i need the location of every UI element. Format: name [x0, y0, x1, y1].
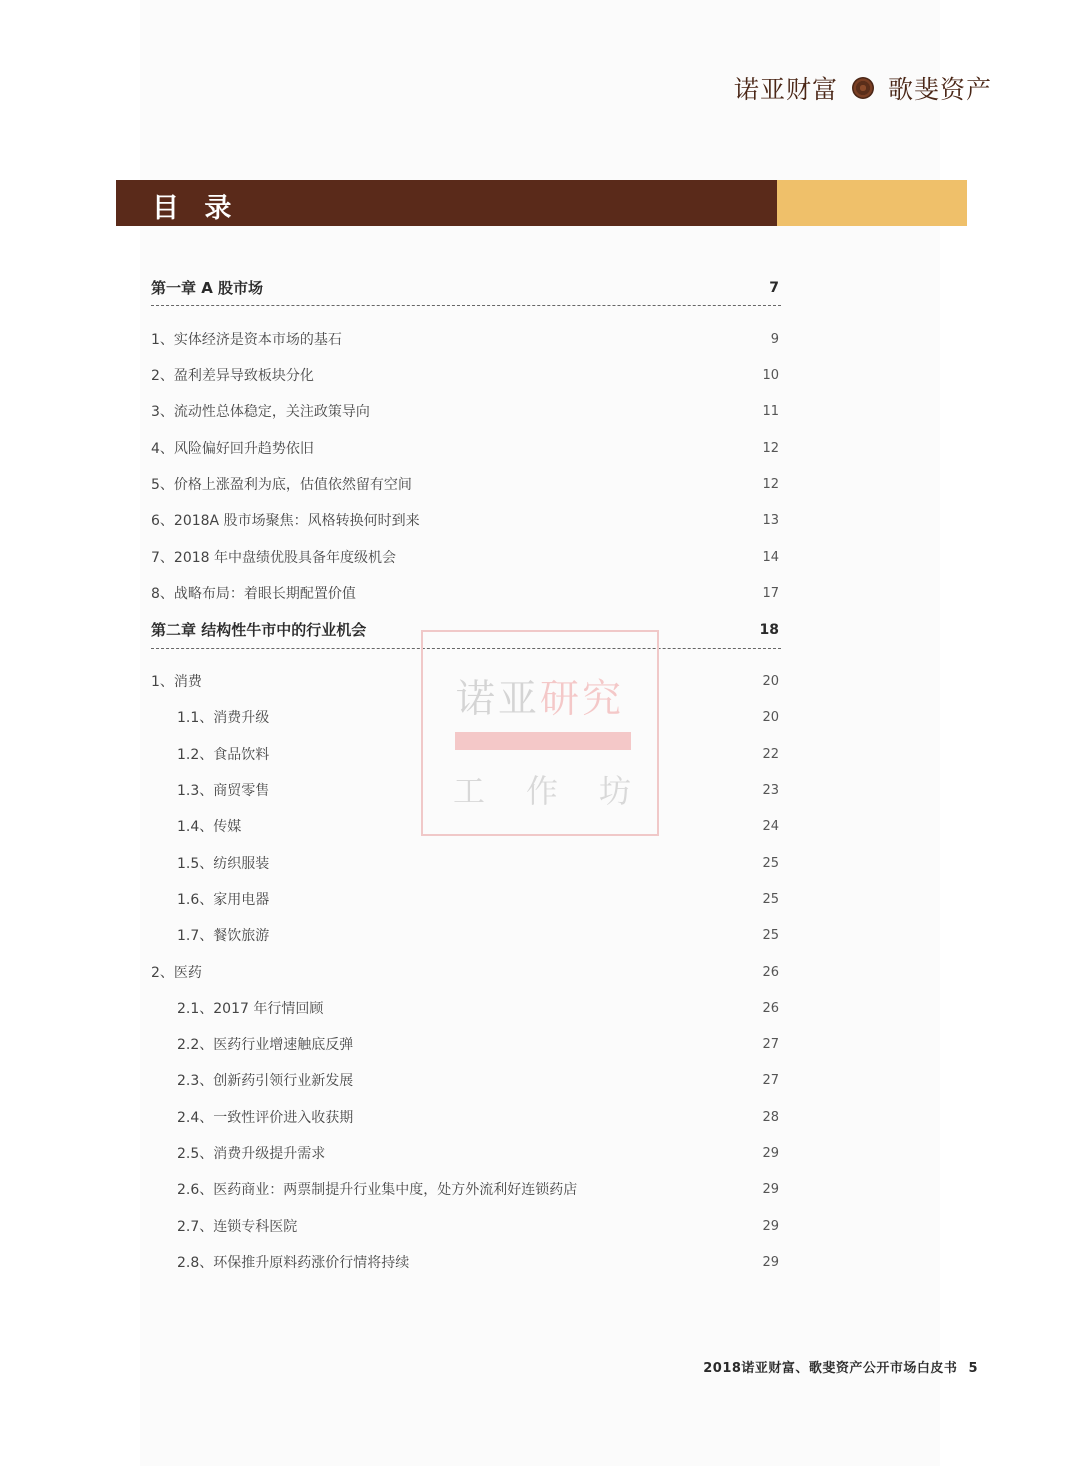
toc-item[interactable] — [151, 474, 779, 494]
watermark-research: 研究 — [540, 677, 625, 722]
toc-page-number: 25 — [762, 891, 779, 907]
toc-page-number: 7 — [769, 279, 779, 296]
toc-page-number: 13 — [762, 512, 779, 528]
toc-subitem[interactable] — [177, 998, 779, 1018]
toc-chapter-label: 第二章 结构性牛市中的行业机会 — [151, 621, 367, 639]
toc-item[interactable] — [151, 547, 779, 567]
toc-item[interactable] — [151, 438, 779, 458]
toc-page-number: 27 — [762, 1036, 779, 1052]
toc-page-number: 10 — [762, 367, 779, 383]
toc-page-number: 25 — [762, 855, 779, 871]
watermark-char: 工 — [453, 772, 486, 810]
watermark-bar — [455, 732, 631, 750]
toc-item-label: 2.2、医药行业增速触底反弹 — [177, 1037, 354, 1053]
toc-page-number: 23 — [762, 782, 779, 798]
toc-item-label: 8、战略布局：着眼长期配置价值 — [151, 586, 356, 602]
toc-title: 目 录 — [152, 193, 240, 224]
toc-item-label: 4、风险偏好回升趋势依旧 — [151, 441, 314, 457]
toc-subitem[interactable] — [177, 1216, 779, 1236]
brand-header — [734, 70, 992, 106]
toc-page-number: 14 — [762, 549, 779, 565]
toc-item-label: 1.4、传媒 — [177, 819, 242, 835]
toc-item-label: 1.2、食品饮料 — [177, 747, 270, 763]
toc-item-label: 2.4、一致性评价进入收获期 — [177, 1110, 354, 1126]
toc-item-label: 5、价格上涨盈利为底，估值依然留有空间 — [151, 477, 412, 493]
toc-page-number: 20 — [762, 673, 779, 689]
toc-item-label: 2.6、医药商业：两票制提升行业集中度，处方外流利好连锁药店 — [177, 1182, 578, 1198]
watermark-char: 坊 — [598, 772, 631, 810]
watermark-char: 作 — [525, 772, 558, 810]
banner-accent — [777, 180, 967, 226]
toc-page-number: 12 — [762, 476, 779, 492]
footer-title: 2018诺亚财富、歌斐资产公开市场白皮书 — [703, 1361, 958, 1376]
toc-item[interactable] — [151, 365, 779, 385]
toc-item-label: 3、流动性总体稳定，关注政策导向 — [151, 404, 370, 420]
toc-subitem[interactable] — [177, 1034, 779, 1054]
toc-item[interactable] — [151, 329, 779, 349]
toc-page-number: 27 — [762, 1072, 779, 1088]
toc-page-number: 26 — [762, 964, 779, 980]
toc-item-label: 1.5、纺织服装 — [177, 856, 270, 872]
toc-item-label: 1.1、消费升级 — [177, 710, 270, 726]
toc-page-number: 18 — [759, 621, 779, 638]
round-seal-icon — [852, 77, 874, 99]
toc-page-number: 12 — [762, 440, 779, 456]
toc-page-number: 29 — [762, 1218, 779, 1234]
toc-item[interactable] — [151, 962, 779, 982]
toc-item-label: 7、2018 年中盘绩优股具备年度级机会 — [151, 550, 396, 566]
toc-chapter-1[interactable] — [151, 277, 779, 298]
toc-page-number: 29 — [762, 1145, 779, 1161]
toc-item-label: 1.6、家用电器 — [177, 892, 270, 908]
toc-page-number: 29 — [762, 1254, 779, 1270]
toc-subitem[interactable] — [177, 925, 779, 945]
watermark-bottom-text — [453, 766, 631, 812]
toc-item[interactable] — [151, 401, 779, 421]
toc-item-label: 6、2018A 股市场聚焦：风格转换何时到来 — [151, 513, 420, 529]
toc-page-number: 28 — [762, 1109, 779, 1125]
toc-subitem[interactable] — [177, 889, 779, 909]
brand-gopher: 歌斐资产 — [887, 75, 992, 104]
toc-item-label: 1、消费 — [151, 674, 202, 690]
toc-chapter-label: 第一章 A 股市场 — [151, 279, 264, 297]
toc-subitem[interactable] — [177, 1107, 779, 1127]
toc-item-label: 2.8、环保推升原料药涨价行情将持续 — [177, 1255, 410, 1271]
toc-item[interactable] — [151, 583, 779, 603]
toc-item-label: 2、盈利差异导致板块分化 — [151, 368, 314, 384]
toc-item-label: 1.7、餐饮旅游 — [177, 928, 270, 944]
toc-item-label: 2.1、2017 年行情回顾 — [177, 1001, 324, 1017]
toc-item-label: 1.3、商贸零售 — [177, 783, 270, 799]
footer-page-number: 5 — [968, 1361, 978, 1376]
toc-page-number: 29 — [762, 1181, 779, 1197]
watermark-noah: 诺亚 — [455, 677, 540, 722]
toc-item[interactable] — [151, 510, 779, 530]
toc-item-label: 2、医药 — [151, 965, 202, 981]
toc-item-label: 2.7、连锁专科医院 — [177, 1219, 298, 1235]
toc-item-label: 2.3、创新药引领行业新发展 — [177, 1073, 354, 1089]
toc-page-number: 25 — [762, 927, 779, 943]
toc-item-label: 2.5、消费升级提升需求 — [177, 1146, 326, 1162]
watermark-top-text — [423, 668, 657, 724]
toc-page-number: 22 — [762, 746, 779, 762]
watermark-stamp — [421, 630, 659, 836]
dashed-divider — [151, 305, 781, 306]
toc-subitem[interactable] — [177, 1070, 779, 1090]
brand-noah: 诺亚财富 — [733, 75, 838, 104]
toc-page-number: 9 — [770, 331, 779, 347]
toc-subitem[interactable] — [177, 1252, 779, 1272]
toc-page-number: 17 — [762, 585, 779, 601]
page-footer — [703, 1357, 978, 1376]
toc-item-label: 1、实体经济是资本市场的基石 — [151, 332, 342, 348]
toc-page-number: 24 — [762, 818, 779, 834]
toc-page-number: 26 — [762, 1000, 779, 1016]
toc-subitem[interactable] — [177, 1143, 779, 1163]
toc-banner — [116, 180, 967, 226]
toc-page-number: 11 — [762, 403, 779, 419]
toc-subitem[interactable] — [177, 853, 779, 873]
toc-subitem[interactable] — [177, 1179, 779, 1199]
toc-page-number: 20 — [762, 709, 779, 725]
